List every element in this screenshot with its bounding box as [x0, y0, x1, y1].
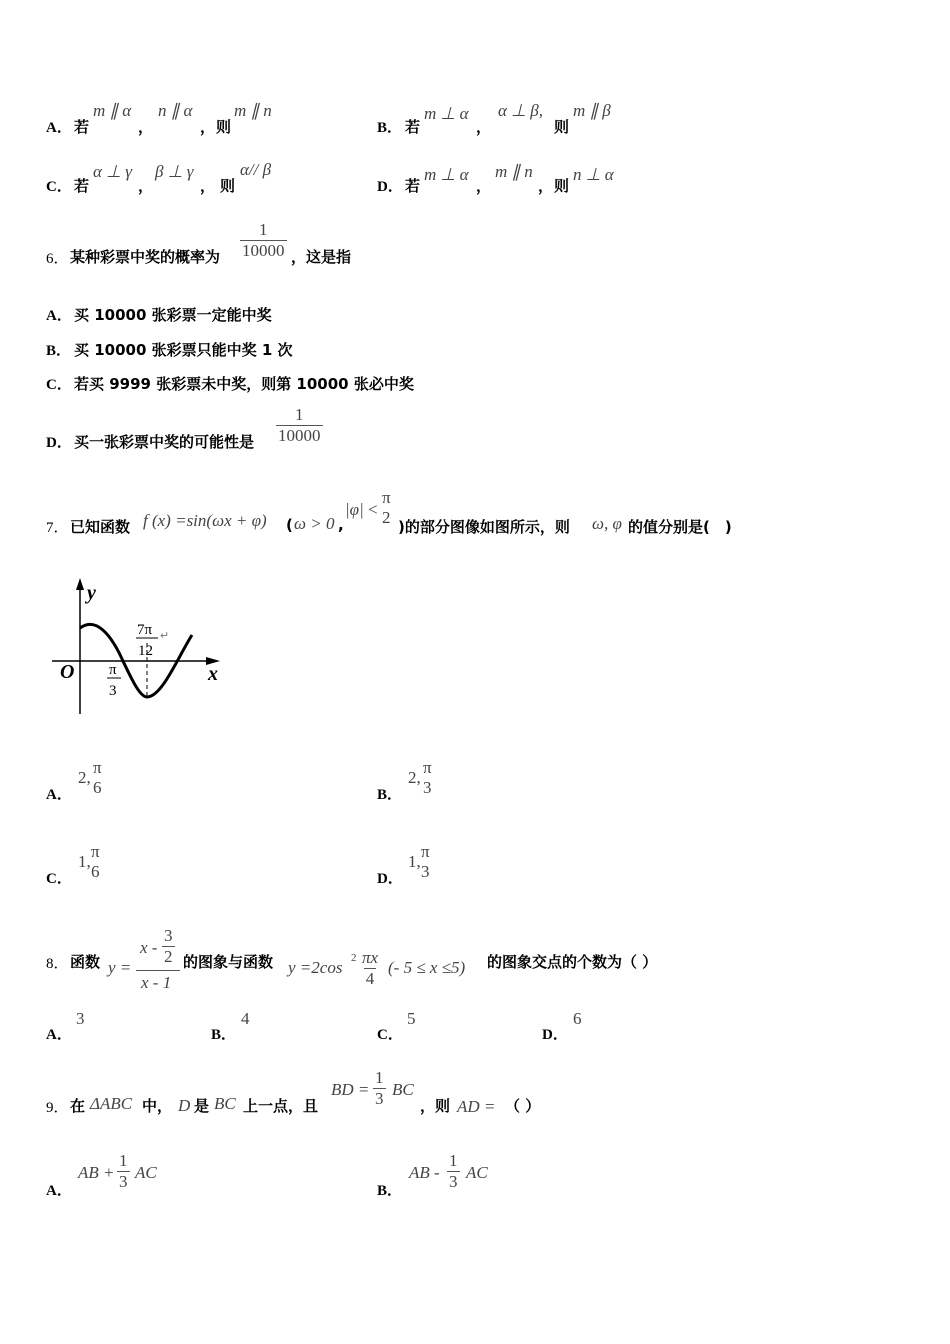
fraction-numerator: πx	[362, 948, 379, 967]
comma: ，	[476, 177, 492, 195]
fraction	[373, 1068, 386, 1109]
question-number: 8．	[46, 956, 69, 972]
abs-phi: |φ|	[345, 500, 364, 519]
fraction	[360, 948, 380, 989]
tick-7pi12-den: 12	[138, 643, 153, 659]
fraction-numerator: π	[93, 758, 102, 777]
option-label: C．	[46, 377, 72, 393]
comma: ，	[538, 177, 554, 195]
option-text: 则	[554, 118, 570, 136]
question-stem: 某种彩票中奖的概率为	[70, 248, 221, 266]
comma: ，	[200, 118, 216, 136]
question-stem: （ ）	[505, 1097, 541, 1115]
y-axis-arrow	[76, 578, 84, 590]
denominator: x - 1	[141, 973, 172, 992]
fraction	[419, 842, 432, 882]
option-label: B．	[211, 1027, 237, 1043]
option-value: 6	[573, 1009, 582, 1028]
domain-expr: (- 5 ≤ x ≤5)	[388, 958, 466, 977]
comma: ，	[476, 118, 492, 136]
fraction	[117, 1151, 130, 1192]
fraction-denominator: 3	[421, 862, 430, 881]
option-label: D．	[377, 871, 403, 887]
question-stem: 中，	[142, 1097, 173, 1115]
option-label: B．	[377, 1183, 403, 1199]
segment-bc: BC	[214, 1094, 236, 1113]
option-int: 2,	[408, 768, 421, 787]
question-stem: 是	[194, 1097, 210, 1115]
triangle-expr: ΔABC	[90, 1094, 133, 1113]
fraction	[276, 405, 323, 446]
option-label: B．	[46, 343, 72, 359]
question-number: 6．	[46, 251, 69, 267]
numerator-x: x -	[140, 938, 158, 957]
math-expr: m ∥ n	[234, 101, 272, 120]
fraction-numerator: π	[91, 842, 100, 861]
option-label: D．	[542, 1027, 568, 1043]
point-d: D	[178, 1096, 191, 1115]
condition: ω > 0	[294, 514, 335, 533]
fraction-denominator: 10000	[242, 241, 285, 260]
main-fraction-bar	[136, 970, 180, 971]
tick-7pi12-num: 7π	[137, 622, 153, 638]
fraction-denominator: 2	[164, 947, 173, 966]
option-label: D．	[377, 179, 403, 195]
fraction-numerator: 1	[259, 220, 268, 239]
fraction-denominator: 4	[365, 969, 375, 988]
option-int: 1,	[408, 852, 421, 871]
function-expr: f (x) =sin(ωx + φ)	[143, 511, 267, 530]
comma: ，	[138, 118, 154, 136]
math-expr: β ⊥ γ	[155, 162, 194, 181]
question-stem: ，则	[420, 1097, 451, 1115]
question-stem: 上一点，且	[243, 1097, 319, 1115]
option-text: 买 10000 张彩票一定能中奖	[74, 306, 272, 324]
fraction	[240, 220, 287, 261]
option-expr: AB -	[409, 1163, 440, 1182]
fraction-denominator: 6	[91, 862, 100, 881]
question-stem: 的值分别是( )	[628, 518, 732, 536]
question-stem: ，这是指	[291, 248, 352, 266]
cos-expr: y =2cos	[288, 958, 343, 977]
sine-graph	[40, 572, 240, 722]
fraction-numerator: π	[423, 758, 432, 777]
return-mark: ↵	[160, 630, 170, 642]
less-than: <	[368, 500, 378, 519]
fraction-denominator: 10000	[278, 426, 321, 445]
fraction-numerator: 1	[295, 405, 304, 424]
option-expr: AC	[466, 1163, 488, 1182]
math-expr: α ⊥ γ	[93, 162, 132, 181]
question-stem: )的部分图像如图所示，则	[398, 518, 570, 536]
origin-label: O	[60, 661, 75, 683]
math-expr: α ⊥ β,	[498, 101, 543, 120]
x-label: x	[208, 663, 218, 685]
question-stem: 在	[70, 1097, 86, 1115]
option-text: 则	[216, 118, 232, 136]
option-int: 2,	[78, 768, 91, 787]
math-expr: α// β	[240, 160, 272, 179]
math-expr: m ∥ β	[573, 101, 611, 120]
option-label: B．	[377, 787, 403, 803]
vars: ω, φ	[592, 514, 622, 533]
superscript: 2	[351, 952, 357, 964]
fraction-numerator: 3	[164, 926, 173, 945]
option-text: 若	[74, 118, 90, 136]
fraction	[447, 1151, 460, 1192]
option-label: B．	[377, 120, 403, 136]
option-label: A．	[46, 1027, 72, 1043]
option-expr: AB +	[78, 1163, 115, 1182]
option-label: C．	[46, 871, 72, 887]
fraction-numerator: 1	[449, 1151, 458, 1170]
ad-equals: AD =	[457, 1097, 496, 1116]
math-expr: n ∥ α	[158, 101, 193, 120]
fraction-denominator: 3	[423, 778, 432, 797]
paren: (	[286, 516, 293, 534]
option-label: A．	[46, 1183, 72, 1199]
option-int: 1,	[78, 852, 91, 871]
math-expr: m ∥ n	[495, 162, 533, 181]
option-value: 4	[241, 1009, 250, 1028]
option-value: 3	[76, 1009, 85, 1028]
option-text: 则	[554, 177, 570, 195]
fraction	[162, 926, 175, 967]
option-label: C．	[46, 179, 72, 195]
option-text: 则	[220, 177, 236, 195]
option-label: A．	[46, 120, 72, 136]
fraction-denominator: 3	[449, 1172, 458, 1191]
fraction-numerator: 1	[119, 1151, 128, 1170]
option-label: A．	[46, 787, 72, 803]
fraction	[89, 842, 102, 882]
option-label: A．	[46, 308, 72, 324]
y-label: y	[87, 582, 96, 604]
question-stem: 的图象与函数	[183, 953, 274, 971]
fraction	[91, 758, 104, 798]
segment-bc: BC	[392, 1080, 414, 1099]
question-stem: 函数	[70, 953, 101, 971]
option-text: 若	[405, 118, 421, 136]
option-text: 若	[74, 177, 90, 195]
tick-pi3-den: 3	[109, 683, 117, 699]
fraction-denominator: 3	[119, 1172, 128, 1191]
fraction-numerator: 1	[375, 1068, 384, 1087]
fraction-numerator: π	[421, 842, 430, 861]
question-number: 9．	[46, 1100, 69, 1116]
tick-pi3-num: π	[109, 662, 117, 678]
fraction-numerator: π	[382, 488, 391, 507]
y-equals: y =	[108, 958, 132, 977]
question-number: 7．	[46, 520, 69, 536]
fraction-denominator: 6	[93, 778, 102, 797]
option-text: 买一张彩票中奖的可能性是	[74, 433, 255, 451]
math-expr: m ⊥ α	[424, 165, 469, 184]
option-text: 若买 9999 张彩票未中奖，则第 10000 张必中奖	[74, 375, 414, 393]
math-expr: m ∥ α	[93, 101, 132, 120]
fraction-denominator: 2	[382, 508, 391, 527]
fraction	[421, 758, 434, 798]
question-stem: 已知函数	[70, 518, 131, 536]
option-expr: AC	[135, 1163, 157, 1182]
option-value: 5	[407, 1009, 416, 1028]
option-text: 买 10000 张彩票只能中奖 1 次	[74, 341, 293, 359]
math-expr: m ⊥ α	[424, 104, 469, 123]
comma: ,	[338, 516, 344, 534]
option-text: 若	[405, 177, 421, 195]
option-label: D．	[46, 435, 72, 451]
fraction	[380, 488, 393, 528]
option-label: C．	[377, 1027, 403, 1043]
comma: ，	[138, 177, 154, 195]
fraction-denominator: 3	[375, 1089, 384, 1108]
question-stem: 的图象交点的个数为（ ）	[487, 953, 658, 971]
bd-equals: BD =	[331, 1080, 370, 1099]
comma: ，	[200, 177, 216, 195]
math-expr: n ⊥ α	[573, 165, 614, 184]
